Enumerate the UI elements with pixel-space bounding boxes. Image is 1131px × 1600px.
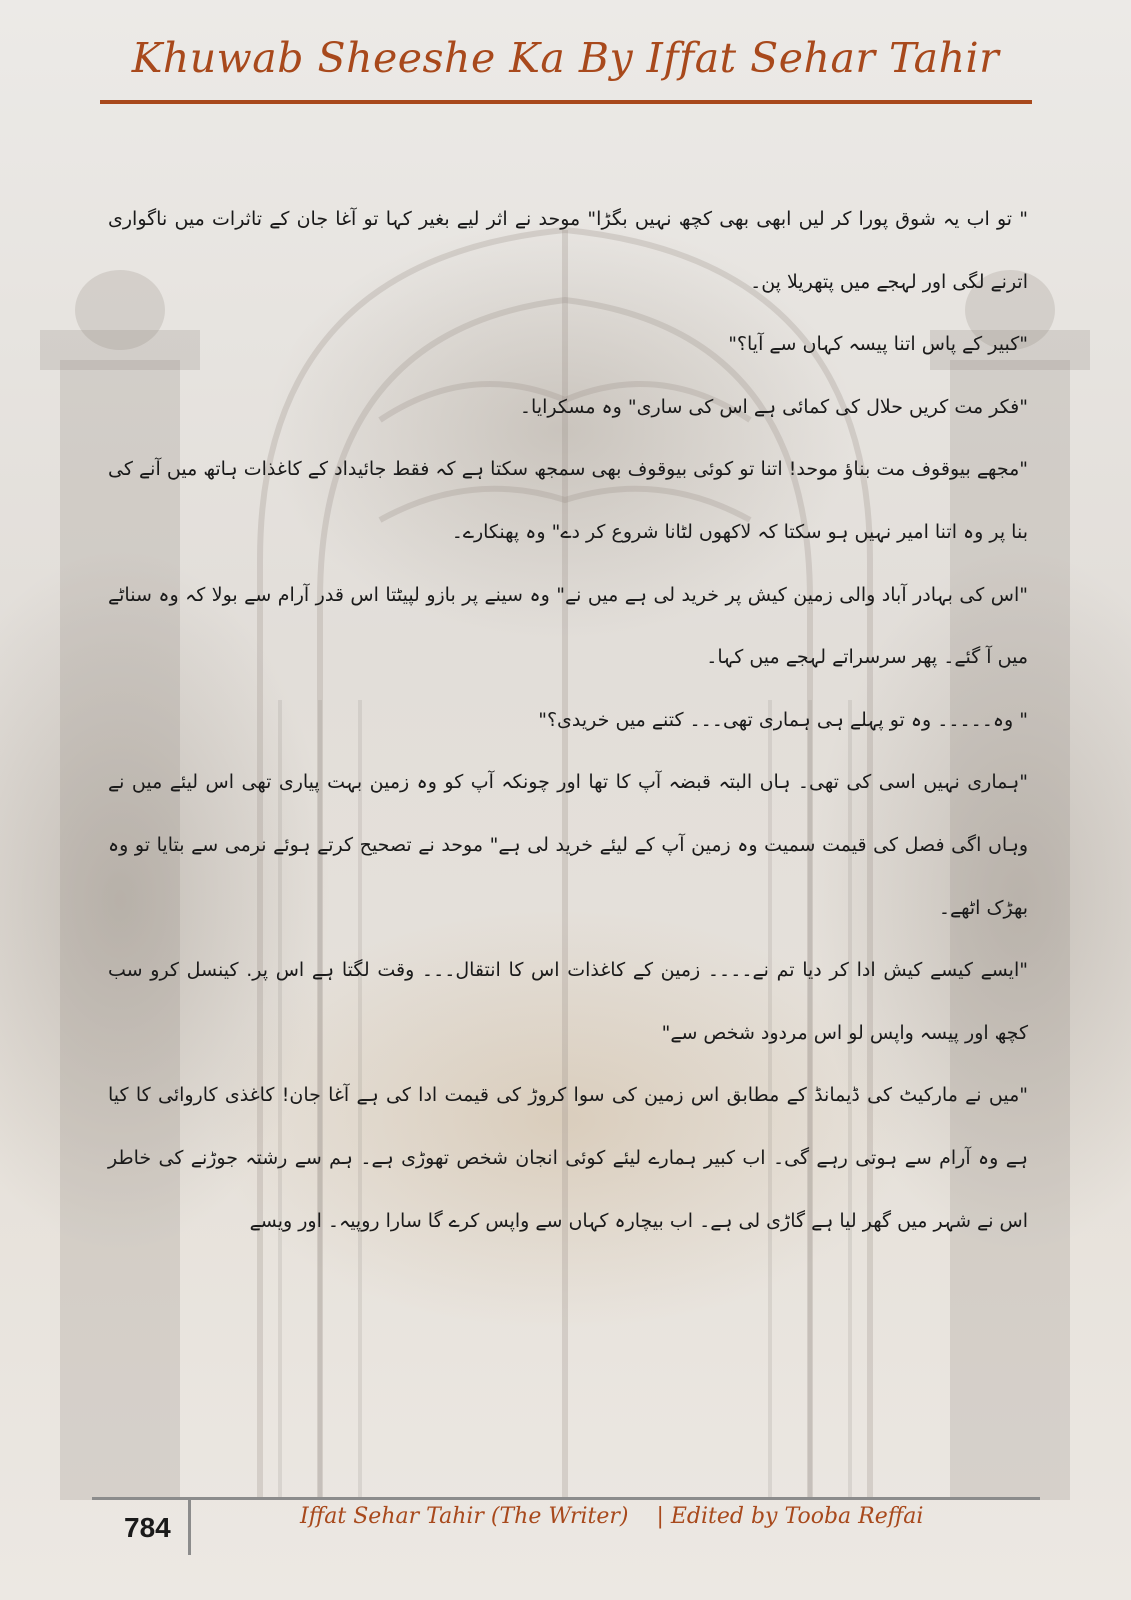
paragraph: "ہماری نہیں اسی کی تھی۔ ہاں البتہ قبضہ آپ کا تھا اور چونکہ آپ کو وہ زمین بہت پیاری تھی اس لیئے میں نے وہاں اگی فصل کی قیمت سمیت وہ زمین آپ کے لیئے خرید لی ہے" موحد نے تصحیح کرتے ہوئے نرمی سے بتایا تو وہ بھڑک اٹھے۔ bbox=[108, 771, 1028, 919]
footer-divider bbox=[188, 1499, 191, 1555]
paragraph: " وہ۔۔۔۔۔ وہ تو پہلے ہی ہماری تھی۔۔۔ کتنے میں خریدی؟" bbox=[538, 708, 1028, 731]
paragraph: " تو اب یہ شوق پورا کر لیں ابھی بھی کچھ نہیں بگڑا" موحد نے اثر لیے بغیر کہا تو آغا جان کے تاثرات میں ناگواری اترنے لگی اور لہجے میں پتھریلا پن۔ bbox=[108, 208, 1028, 293]
title-underline bbox=[100, 100, 1032, 104]
paragraph: "مجھے بیوقوف مت بناؤ موحد! اتنا تو کوئی بیوقوف بھی سمجھ سکتا ہے کہ فقط جائیداد کے کاغذات ہاتھ میں آنے کی بنا پر وہ اتنا امیر نہیں ہو سکتا کہ لاکھوں لٹانا شروع کر دے" وہ پھنکارے۔ bbox=[108, 458, 1028, 543]
book-title: Khuwab Sheeshe Ka By Iffat Sehar Tahir bbox=[131, 34, 1000, 82]
paragraph: "ایسے کیسے کیش ادا کر دیا تم نے۔۔۔۔ زمین کے کاغذات اس کا انتقال۔۔۔ وقت لگتا ہے اس پر. کینسل کرو سب کچھ اور پیسہ واپس لو اس مردود شخص سے" bbox=[108, 959, 1028, 1044]
paragraph: "کبیر کے پاس اتنا پیسہ کہاں سے آیا؟" bbox=[728, 333, 1028, 356]
paragraph: "میں نے مارکیٹ کی ڈیمانڈ کے مطابق اس زمین کی سوا کروڑ کی قیمت ادا کی ہے آغا جان! کاغذی کاروائی کا کیا ہے وہ آرام سے ہوتی رہے گی۔ اب کبیر ہمارے لیئے کوئی انجان شخص تھوڑی ہے۔ ہم سے رشتہ جوڑنے کی خاطر اس نے شہر میں گھر لیا ہے گاڑی لی ہے۔ اب بیچارہ کہاں سے واپس کرے گا سارا روپیہ۔ اور ویسے bbox=[108, 1084, 1028, 1232]
footer-credit: Iffat Sehar Tahir (The Writer) | Edited by Tooba Reffai bbox=[300, 1504, 924, 1529]
page-number: 784 bbox=[124, 1512, 171, 1543]
paragraph: "فکر مت کریں حلال کی کمائی ہے اس کی ساری" وہ مسکرایا۔ bbox=[519, 395, 1028, 418]
story-text bbox=[108, 188, 1028, 1252]
paragraph: "اس کی بہادر آباد والی زمین کیش پر خرید لی ہے میں نے" وہ سینے پر بازو لپیٹتا اس قدر آرام سے بولا کہ وہ سناٹے میں آ گئے۔ پھر سرسراتے لہجے میں کہا۔ bbox=[108, 583, 1028, 669]
footer-rule bbox=[92, 1497, 1040, 1500]
